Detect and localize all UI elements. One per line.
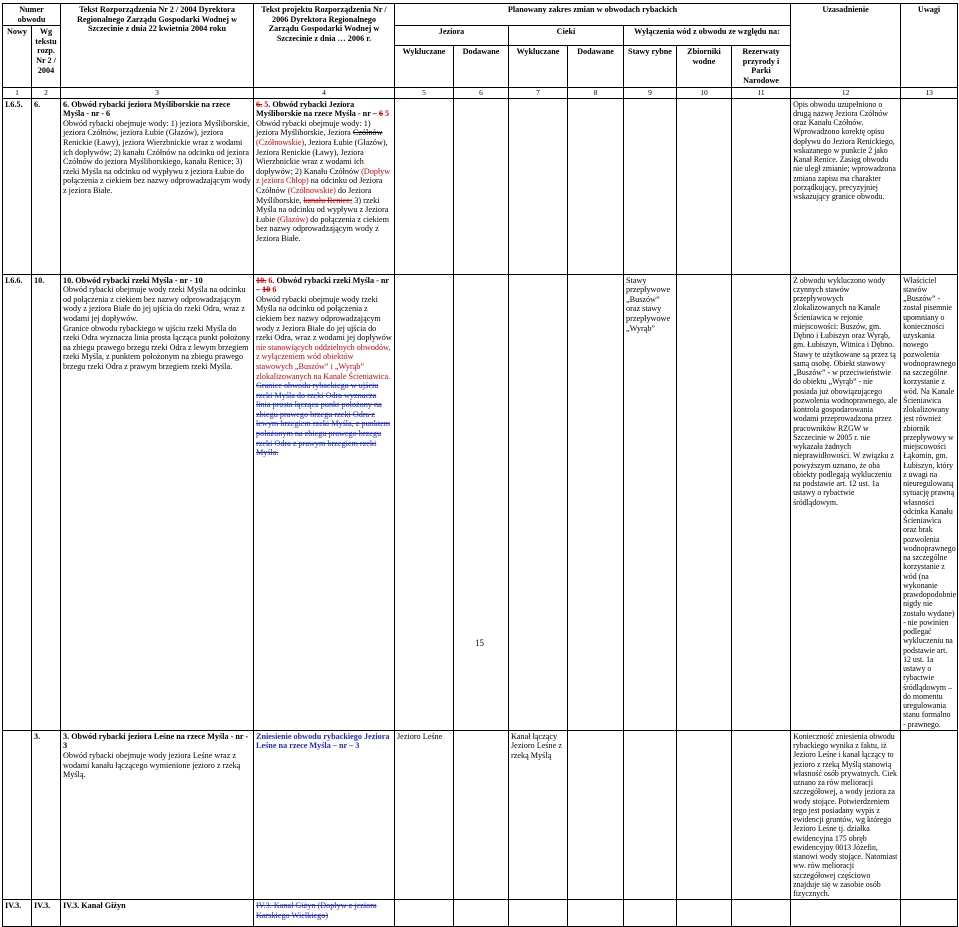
col-number: 6 <box>454 87 509 98</box>
old-number: 10. <box>256 275 267 285</box>
old-body: Obwód rybacki obejmuje wody jeziora Leśne wraz z wodami kanału łączącego wymienione jezioro z rzeką Myślą. <box>63 751 241 780</box>
table-row <box>3 274 958 730</box>
uzasadnienie-text: Opis obwodu uzupełniono o drugą nazwę Jeziora Czółnów oraz Kanału Czółnów. Wprowadzono korektę opisu dopływu do Jeziora Renickiego, wskazanego w punkcie 2 jako Kanał Renice. Zasięg obwodu nie uległ zmianie; wprowadzona zmiana zapisu ma charakter porządkujący, precyzyjniej wskazujący granice obwodu. <box>791 98 901 274</box>
col-number: 4 <box>254 87 395 98</box>
col-number: 13 <box>901 87 958 98</box>
old-title: 3. Obwód rybacki jeziora Leśne na rzece Myśla - nr - 3 <box>63 731 249 751</box>
old-title-number: 10 <box>262 285 271 295</box>
row-new-text <box>254 274 395 730</box>
row-old-text <box>61 730 254 900</box>
row-nowy-number: I.6.6. <box>3 274 32 730</box>
new-text-segment: , Jeziora Łubie (Głazów), Jeziora Renickie (Ławy), Jeziora Wierzbnickie wraz z wodami ich dopływów; 2) Kanału Czółnów <box>256 137 388 176</box>
col-number: 5 <box>395 87 454 98</box>
new-text-insert: (Dopływ z jeziora Chłop) <box>256 166 391 186</box>
header-zbiorniki-wodne: Zbiorniki wodne <box>677 46 732 87</box>
row-nowy-number: IV.3. <box>3 900 32 927</box>
new-text-segment: Obwód rybacki obejmuje wody rzeki Myśla na odcinku od połączenia z ciekiem bez nazwy odprowadzającym wody z Jeziora Białe do jej ujścia do rzeki Odra, wraz z wodami jej dopływów <box>256 294 392 343</box>
old-title <box>61 900 254 927</box>
new-text-segment: na odcinku od Jeziora Czółnów <box>256 176 383 195</box>
row-wg-number: 6. <box>32 98 61 274</box>
col-number: 10 <box>677 87 732 98</box>
header-uwagi: Uwagi <box>901 4 958 88</box>
old-title-number: 6 <box>378 109 383 119</box>
new-text-segment: do Jeziora Myśliborskie, <box>256 185 372 205</box>
row-wg-number: 3. <box>32 730 61 900</box>
document-table-sheet <box>2 3 957 927</box>
col-number: 2 <box>32 87 61 98</box>
old-body: Obwód rybacki obejmuje wody: 1) jeziora Myśliborskie, jeziora Czółnów, jeziora Łubie (Głazów), jeziora Renickie (Ławy), jeziora Wierzbnickie wraz z wodami ich dopływów; 2) kanału Czółnów na odcinku od jeziora Czółnów do jeziora Myśliborskiego, kanału Renice; 3) rzeki Myśla na odcinku od wypływu z jeziora Łubie do połączenia z ciekiem bez nazwy odprowadzającym wody z jeziora Białe. <box>63 118 251 195</box>
new-text-deleted: IV.3. Kanał Giżyn (Dopływ z jeziora Karskiego Wielkiego) <box>254 900 395 927</box>
cieki-wykluczane-text: Kanał łączący Jezioro Leśne z rzeką Myślą <box>509 730 568 900</box>
header-rezerwaty: Rezerwaty przyrody i Parki Narodowe <box>732 46 791 87</box>
col-number: 3 <box>61 87 254 98</box>
column-number-row <box>3 87 958 98</box>
table-row <box>3 730 958 900</box>
fishing-districts-table <box>2 3 958 927</box>
row-new-text <box>254 730 395 900</box>
new-title-number: 5 <box>385 109 390 119</box>
new-text-segment: Czółnów <box>352 128 383 138</box>
old-number: 6. <box>256 99 263 109</box>
header-numer-obwodu: Numer obwodu <box>3 4 61 26</box>
new-text-insert: nie stanowiących oddzielnych obwodów, z wyłączeniem wód obiektów stawowych „Buszów” i „Wyrąb” zlokalizowanych na Kanale Ścieniawica. <box>256 342 391 381</box>
new-text-insert: Zniesienie obwodu rybackiego Jeziora Leśne na rzece Myśla – nr – 3 <box>256 731 390 751</box>
col-number: 11 <box>732 87 791 98</box>
header-wylaczenia: Wyłączenia wód z obwodu ze względu na: <box>624 26 791 46</box>
col-number: 9 <box>624 87 677 98</box>
col-number: 12 <box>791 87 901 98</box>
row-old-text <box>61 98 254 274</box>
header-uzasadnienie: Uzasadnienie <box>791 4 901 88</box>
header-stawy-rybne: Stawy rybne <box>624 46 677 87</box>
header-jeziora-dodawane: Dodawane <box>454 46 509 87</box>
jeziora-wykluczane-text: Jezioro Leśne <box>395 730 454 900</box>
row-wg-number: 10. <box>32 274 61 730</box>
new-number: 5. <box>264 99 271 109</box>
new-number: 6. <box>268 275 275 285</box>
stawy-text: Stawy przepływowe „Buszów” oraz stawy przepływowe „Wyrąb” <box>624 274 677 730</box>
row-nowy-number <box>3 730 32 900</box>
uzasadnienie-text: Z obwodu wykluczono wody czynnych stawów przepływowych zlokalizowanych na Kanale Ścieniawica w rejonie miejscowości: Buszów, gm. Dębno i Łubiszyn oraz Wyrąb, gm. Łubiszyn, Witnica i Dębno. Stawy te użytkowane są przez tą samą osobę. Obiekt stawowy „Buszów” - w przeciwieństwie do obiektu „Wyrąb” - nie posiada już obowiązującego pozwolenia wodnoprawnego, ale kontrola gospodarowania wodami przeprowadzona przez pracowników RZGW w Szczecinie w 2005 r. nie wykazała żadnych nieprawidłowości. W związku z powyższym uznano, że oba obiekty podlegają wykluczeniu na podstawie art. 12 ust. 1a ustawy o rybactwie śródlądowym. <box>791 274 901 730</box>
uzasadnienie-text: Konieczność zniesienia obwodu rybackiego wynika z faktu, iż Jezioro Leśne i kanał łączący to jezioro z rzeką Myślą stanowią własność osób prywatnych. Ciek uznano za rów melioracji szczegółowej, a wody jeziora za wody stojące. Potwierdzeniem tego jest posiadany wypis z ewidencji gruntów, wg którego Jezioro Leśne tj. działka ewidencyjna 175 obręb ewidencyjny 0013 Józefin, stanowi wody stojące. Natomiast ww. rów melioracji szczegółowej częściowo znajduje się w zasobie osób fizycznych. <box>791 730 901 900</box>
col-number: 1 <box>3 87 32 98</box>
new-title: Obwód rybacki Jeziora Myśliborskie na rzece Myśla - nr – <box>256 99 377 119</box>
new-text-insert: (Czółnowskie) <box>287 185 336 195</box>
new-text-insert: (Czółnowskie) <box>256 137 305 147</box>
new-text-segment: Obwód rybacki obejmuje wody: 1) jeziora Myśliborskie, Jeziora <box>256 118 371 138</box>
old-title: 10. Obwód rybacki rzeki Myśla - nr - 10 <box>63 275 203 285</box>
header-cieki-dodawane: Dodawane <box>568 46 624 87</box>
header-cieki: Cieki <box>509 26 624 46</box>
new-title: Obwód rybacki rzeki Myśla - nr – <box>256 275 389 295</box>
row-nowy-number: I.6.5. <box>3 98 32 274</box>
new-text-segment: 3) rzeki Myśla na odcinku od wypływu z Jeziora Łubie <box>256 195 389 224</box>
header-cieki-wykluczane: Wykluczane <box>509 46 568 87</box>
col-number: 8 <box>568 87 624 98</box>
new-text-deleted: kanału Renice; <box>303 195 353 205</box>
row-old-text <box>61 274 254 730</box>
table-row <box>3 98 958 274</box>
header-jeziora-wykluczane: Wykluczane <box>395 46 454 87</box>
new-text-deleted: Granice obwodu rybackiego w ujściu rzeki Myśla do rzeki Odra wyznacza linia prosta łącząca punkt położony na zbiegu prawego brzegu rzeki Odra z lewym brzegiem rzeki Myśla, z punktem położonym na zbiegu prawego brzegu rzeki Odra z prawym brzegiem rzeki Myśla. <box>256 381 391 458</box>
header-tekst-rozporzadzenia: Tekst Rozporządzenia Nr 2 / 2004 Dyrektora Regionalnego Zarządu Gospodarki Wodnej w Szczecinie z dnia 22 kwietnia 2004 roku <box>61 4 254 88</box>
new-text-insert: (Głazów) <box>277 214 309 224</box>
old-body: Granice obwodu rybackiego w ujściu rzeki Myśla do rzeki Odra wyznacza linia prosta łącząca punkt położony na zbiegu prawego brzegu rzeki Odra z lewym brzegiem rzeki Myśla, z punktem położonym na zbiegu prawego brzegu rzeki Odra z prawym brzegiem rzeki Myśla. <box>63 323 251 371</box>
header-nowy: Nowy <box>3 26 32 87</box>
old-title-text: Kanał Giżyn <box>81 901 126 911</box>
header-jeziora: Jeziora <box>395 26 509 46</box>
old-title: 6. Obwód rybacki jeziora Myśliborskie na rzece Myśla - nr - 6 <box>63 99 231 119</box>
old-body: Obwód rybacki obejmuje wody rzeki Myśla na odcinku od połączenia z ciekiem bez nazwy odprowadzającym wody z jeziora Białe do jej ujścia do rzeki Odra, wraz z wodami jej dopływów. <box>63 285 246 323</box>
new-text-segment: do połączenia z ciekiem bez nazwy odprowadzającym wody z Jeziora Białe. <box>256 214 390 243</box>
page-number: 15 <box>475 638 484 648</box>
header-planowany-zakres: Planowany zakres zmian w obwodach rybackich <box>395 4 791 26</box>
row-wg-number: IV.3. <box>32 900 61 927</box>
old-number: IV.3. <box>63 901 80 911</box>
uwagi-text: Właściciel stawów „Buszów” - został pisemnie upomniany o konieczności uzyskania nowego pozwolenia wodnoprawnego na szczególne korzystanie z wód. Na Kanale Ścieniawica zlokalizowany jest również zbiornik przepływowy w miejscowości Łąkomin, gm. Łubiszyn, który z uwagi na nieuregulowaną sytuację prawną własności odcinka Kanału Ścieniawica oraz brak pozwolenia wodnoprawnego na szczególne korzystanie z wód (na wykonanie prawdopodobnie nigdy nie zostało wydane) - nie powinien podlegać wykluczeniu na podstawie art. 12 ust. 1a ustawy o rybactwie śródlądowym – do momentu uregulowania stanu formalno - prawnego. <box>901 274 958 730</box>
table-row <box>3 900 958 927</box>
row-new-text <box>254 98 395 274</box>
header-tekst-projektu: Tekst projektu Rozporządzenia Nr / 2006 Dyrektora Regionalnego Zarządu Gospodarki Wodnej w Szczecinie z dnia … 2006 r. <box>254 4 395 88</box>
col-number: 7 <box>509 87 568 98</box>
header-wg-tekstu: Wg tekstu rozp. Nr 2 / 2004 <box>32 26 61 87</box>
new-title-number: 6 <box>272 285 277 295</box>
